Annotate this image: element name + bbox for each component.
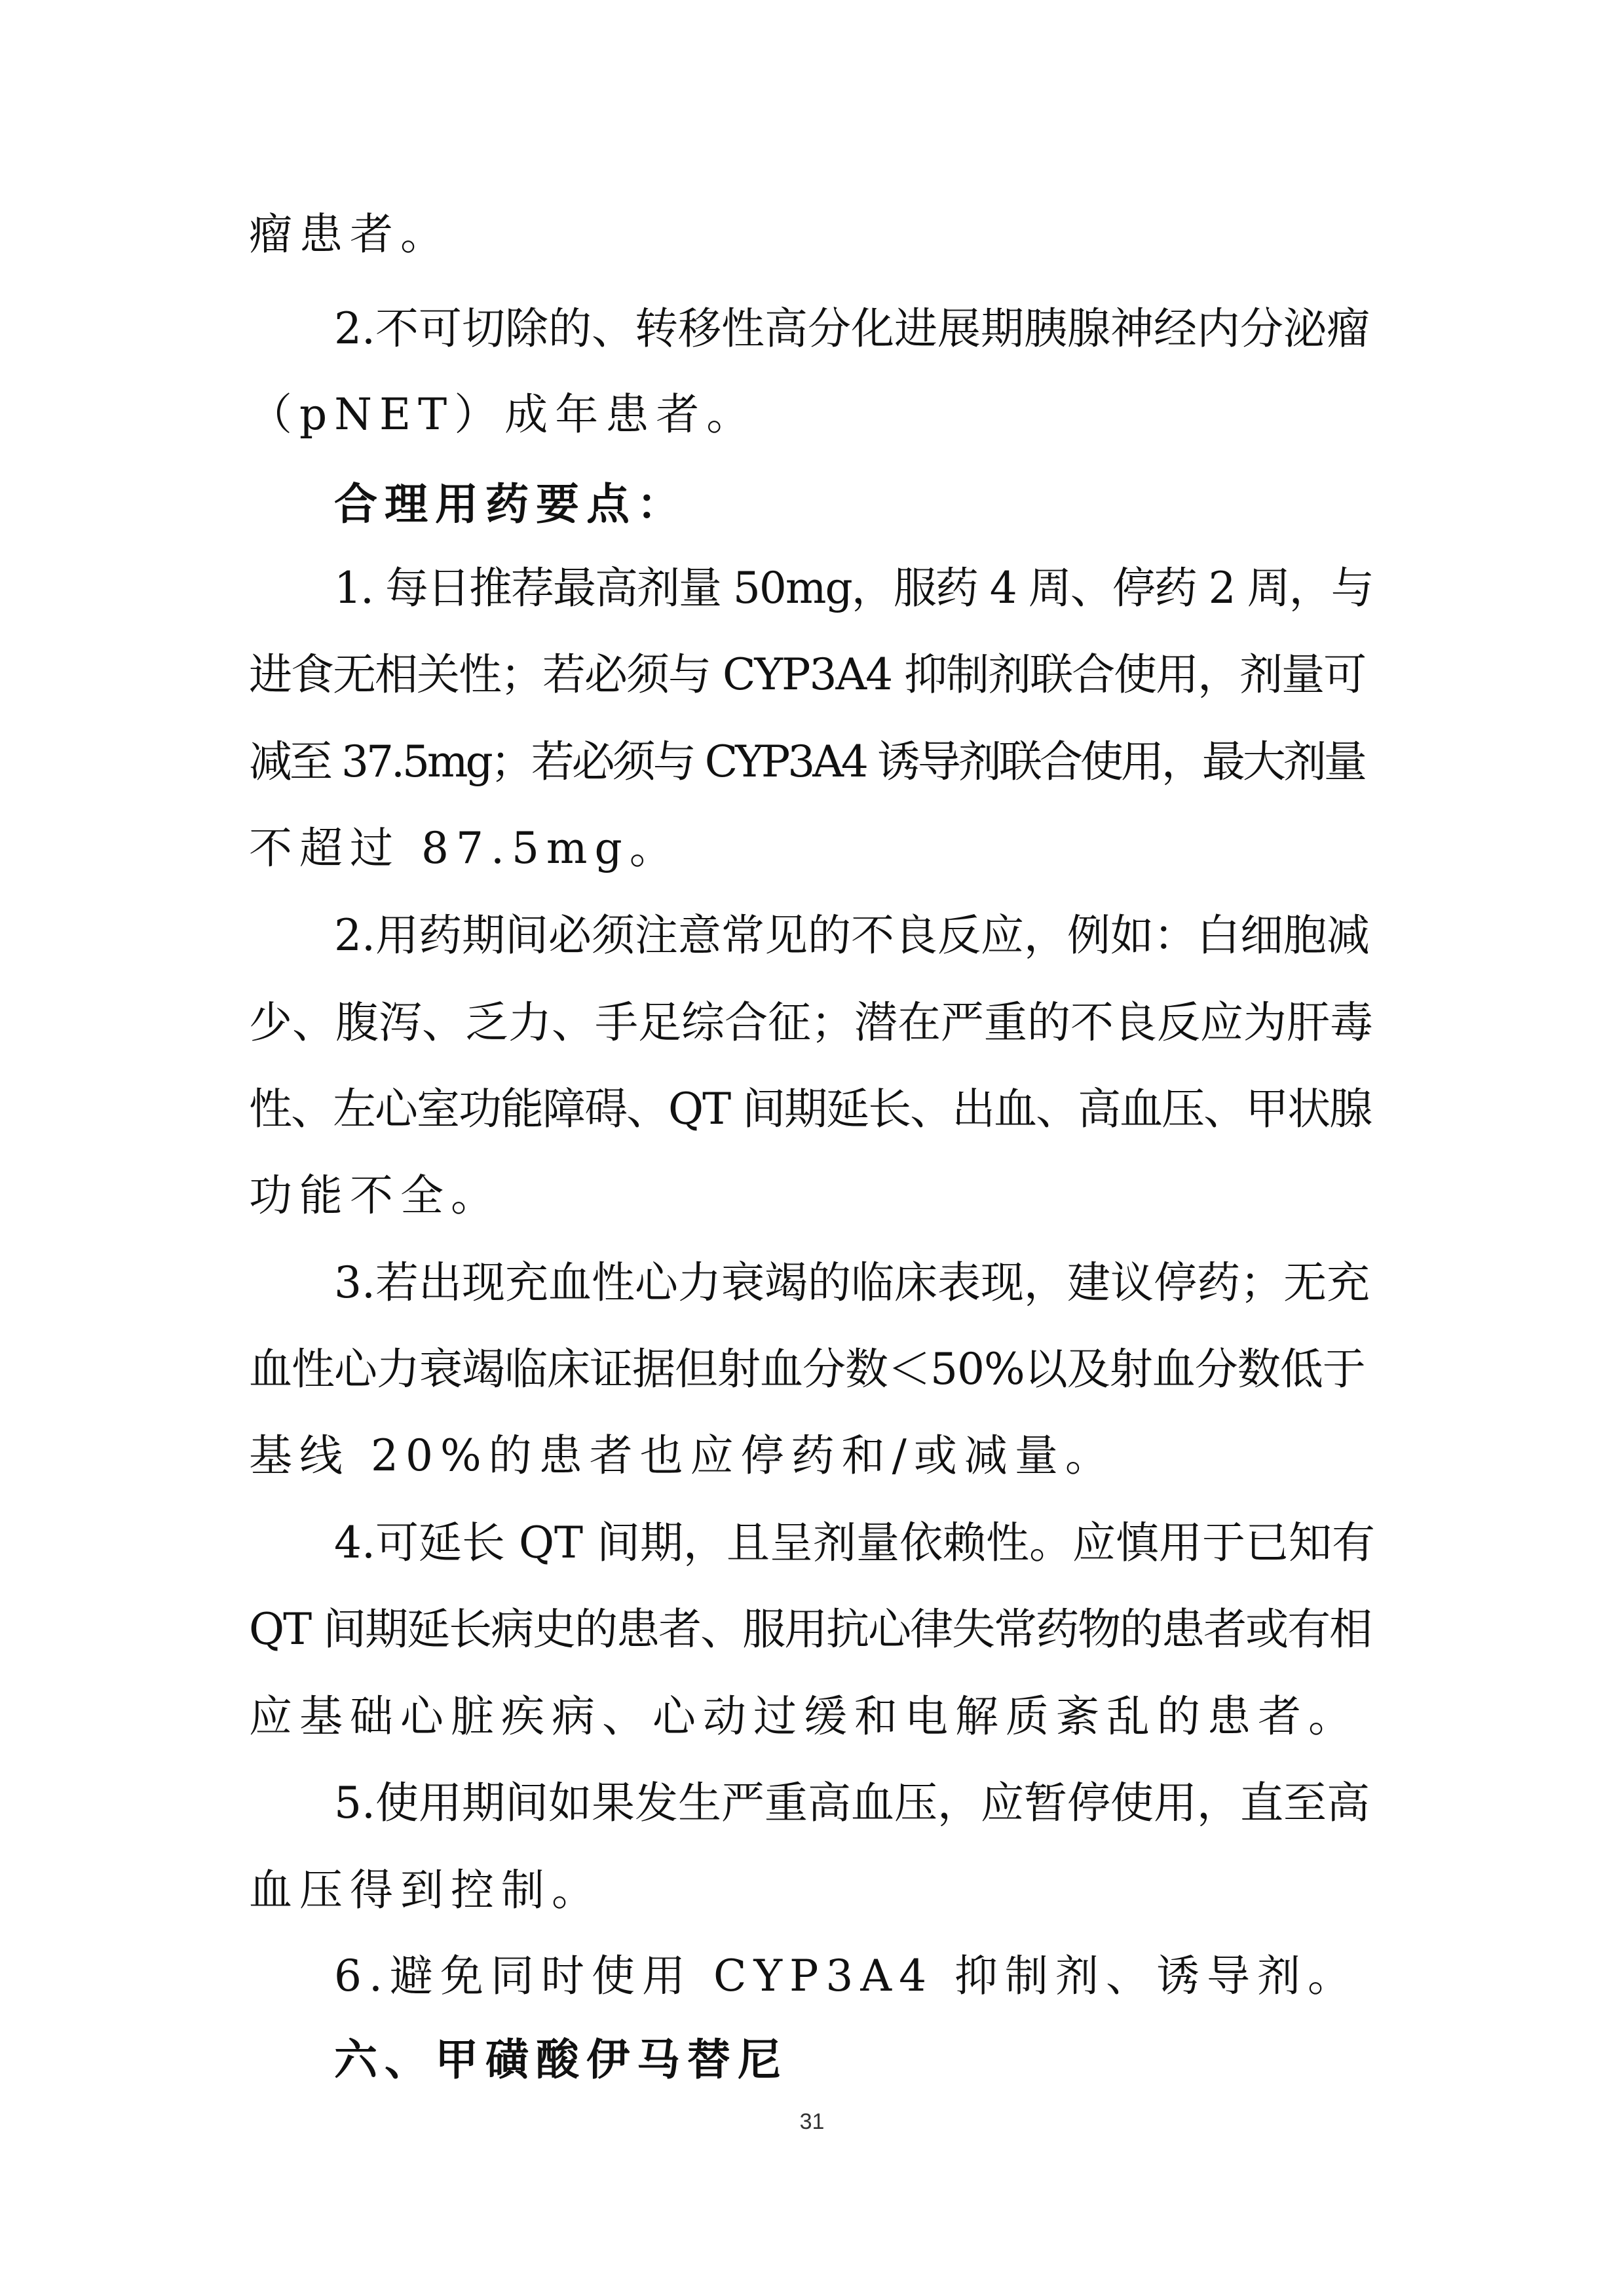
- body-text-line: 基线 20%的患者也应停药和/或减量。: [249, 1430, 1116, 1481]
- page-number: 31: [799, 2109, 825, 2134]
- body-text-line: 1. 每日推荐最高剂量 50mg，服药 4 周、停药 2 周，与: [334, 563, 1373, 613]
- section-heading: 合理用药要点：: [334, 479, 687, 529]
- body-text-line: QT 间期延长病史的患者、服用抗心律失常药物的患者或有相: [249, 1604, 1372, 1655]
- body-text-line: 应基础心脏疾病、心动过缓和电解质紊乱的患者。: [249, 1691, 1359, 1742]
- body-text-line: 少、腹泻、乏力、手足综合征；潜在严重的不良反应为肝毒: [249, 997, 1373, 1048]
- body-text-line: 不超过 87.5mg。: [249, 823, 680, 873]
- body-text-line: 2.用药期间必须注意常见的不良反应，例如：白细胞减: [334, 910, 1370, 961]
- body-text-line: 6.避免同时使用 CYP3A4 抑制剂、诱导剂。: [334, 1951, 1359, 2001]
- body-text-line: 血性心力衰竭临床证据但射血分数＜50%以及射血分数低于: [249, 1344, 1365, 1394]
- body-text-line: 进食无相关性；若必须与 CYP3A4 抑制剂联合使用，剂量可: [249, 649, 1366, 700]
- body-text-line: 5.使用期间如果发生严重高血压，应暂停使用，直至高: [334, 1778, 1370, 1828]
- body-text-line: 4.可延长 QT 间期，且呈剂量依赖性。应慎用于已知有: [334, 1518, 1376, 1568]
- chapter-heading: 六、甲磺酸伊马替尼: [334, 2035, 788, 2085]
- body-text-line: 3.若出现充血性心力衰竭的临床表现，建议停药；无充: [334, 1257, 1370, 1308]
- body-text-line: （pNET）成年患者。: [249, 389, 757, 440]
- body-text-line: 血压得到控制。: [249, 1865, 602, 1915]
- body-text-line: 性、左心室功能障碍、QT 间期延长、出血、高血压、甲状腺: [249, 1084, 1372, 1134]
- body-text-line: 功能不全。: [249, 1170, 501, 1221]
- body-text-line: 瘤患者。: [249, 209, 451, 259]
- body-text-line: 2.不可切除的、转移性高分化进展期胰腺神经内分泌瘤: [334, 303, 1370, 354]
- body-text-line: 减至 37.5mg；若必须与 CYP3A4 诱导剂联合使用，最大剂量: [249, 737, 1365, 787]
